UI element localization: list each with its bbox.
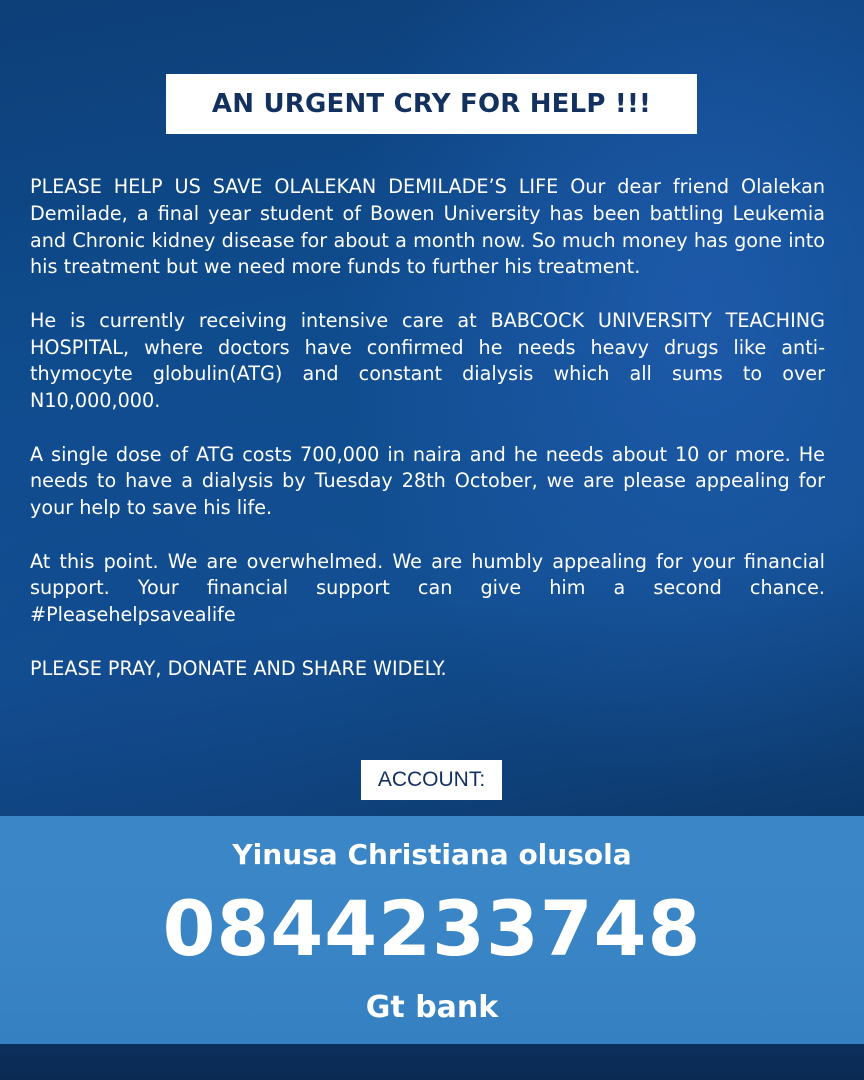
account-holder-name: Yinusa Christiana olusola (232, 838, 632, 871)
account-label: ACCOUNT: (377, 768, 486, 791)
appeal-paragraph-3: A single dose of ATG costs 700,000 in naira and he needs about 10 or more. He needs to have a dialysis by Tuesday 28th October, we are please appealing for your help to save his life. (30, 442, 825, 520)
account-details-band (0, 816, 864, 1044)
account-number: 0844233748 (162, 884, 702, 973)
appeal-paragraph-2: He is currently receiving intensive care at BABCOCK UNIVERSITY TEACHING HOSPITAL, where doctors have confirmed he needs heavy drugs like anti-thymocyte globulin(ATG) and constant dialysis which all sums to over N10,000,000. (30, 308, 825, 413)
bank-name: Gt bank (365, 990, 499, 1025)
appeal-paragraph-4: At this point. We are overwhelmed. We are humbly appealing for your financial support. Your financial support can give him a second chance. #Pleasehelpsavealife (30, 549, 825, 627)
title-banner (166, 74, 697, 134)
appeal-call-to-action: PLEASE PRAY, DONATE AND SHARE WIDELY. (30, 656, 447, 680)
bottom-strip (0, 1044, 864, 1080)
appeal-text (30, 174, 825, 709)
page-title: AN URGENT CRY FOR HELP !!! (211, 89, 652, 119)
appeal-paragraph-1: PLEASE HELP US SAVE OLALEKAN DEMILADE’S LIFE Our dear friend Olalekan Demilade, a final year student of Bowen University has been battling Leukemia and Chronic kidney disease for about a month now. So much money has gone into his treatment but we need more funds to further his treatment. (30, 175, 825, 279)
account-label-box (361, 760, 502, 800)
